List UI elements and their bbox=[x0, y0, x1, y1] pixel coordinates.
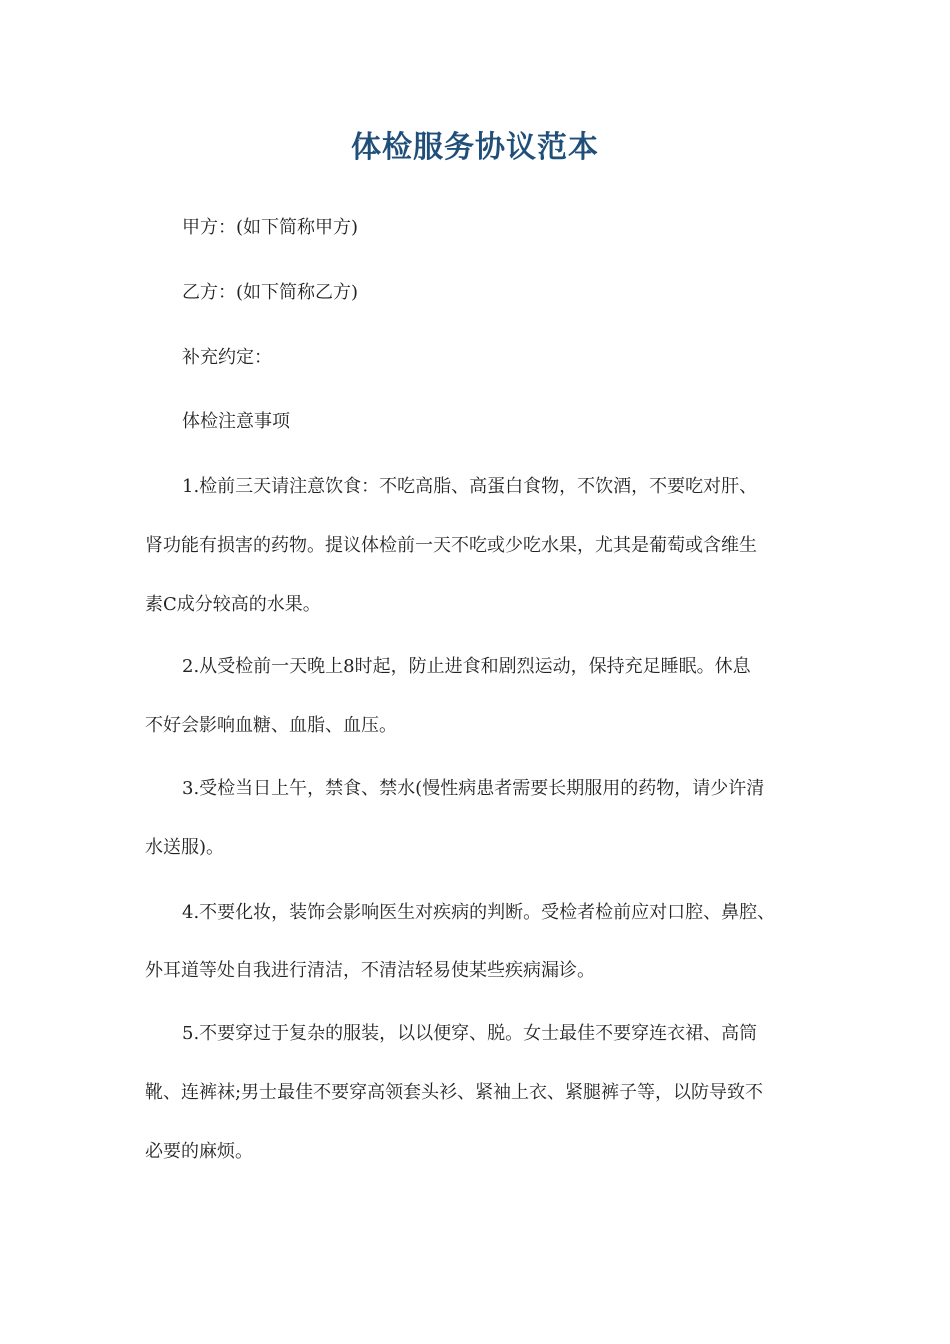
item-4-line-2: 外耳道等处自我进行清洁，不清洁轻易使某些疾病漏诊。 bbox=[145, 960, 595, 981]
item-5-line-1: 5.不要穿过于复杂的服装，以以便穿、脱。女士最佳不要穿连衣裙、高筒 bbox=[182, 1023, 758, 1044]
item-1-line-1: 1.检前三天请注意饮食：不吃高脂、高蛋白食物，不饮酒，不要吃对肝、 bbox=[182, 476, 758, 497]
item-3-line-2: 水送服)。 bbox=[145, 837, 225, 858]
document-title: 体检服务协议范本 bbox=[351, 130, 599, 165]
item-2-line-2: 不好会影响血糖、血脂、血压。 bbox=[145, 715, 397, 736]
item-4-line-1: 4.不要化妆，装饰会影响医生对疾病的判断。受检者检前应对口腔、鼻腔、 bbox=[182, 902, 776, 923]
item-5-line-3: 必要的麻烦。 bbox=[145, 1141, 253, 1162]
item-5-line-2: 靴、连裤袜;男士最佳不要穿高领套头衫、紧袖上衣、紧腿裤子等，以防导致不 bbox=[145, 1082, 764, 1103]
supplement-label: 补充约定： bbox=[182, 347, 272, 368]
party-a-line: 甲方：(如下简称甲方) bbox=[182, 217, 359, 238]
item-3-line-1: 3.受检当日上午，禁食、禁水(慢性病患者需要长期服用的药物，请少许清 bbox=[182, 778, 765, 799]
item-1-line-2: 肾功能有损害的药物。提议体检前一天不吃或少吃水果，尤其是葡萄或含维生 bbox=[145, 535, 757, 556]
item-1-line-3: 素C成分较高的水果。 bbox=[145, 594, 321, 615]
party-b-line: 乙方：(如下简称乙方) bbox=[182, 282, 359, 303]
section-heading: 体检注意事项 bbox=[182, 411, 290, 432]
item-2-line-1: 2.从受检前一天晚上8时起，防止进食和剧烈运动，保持充足睡眠。休息 bbox=[182, 656, 751, 677]
